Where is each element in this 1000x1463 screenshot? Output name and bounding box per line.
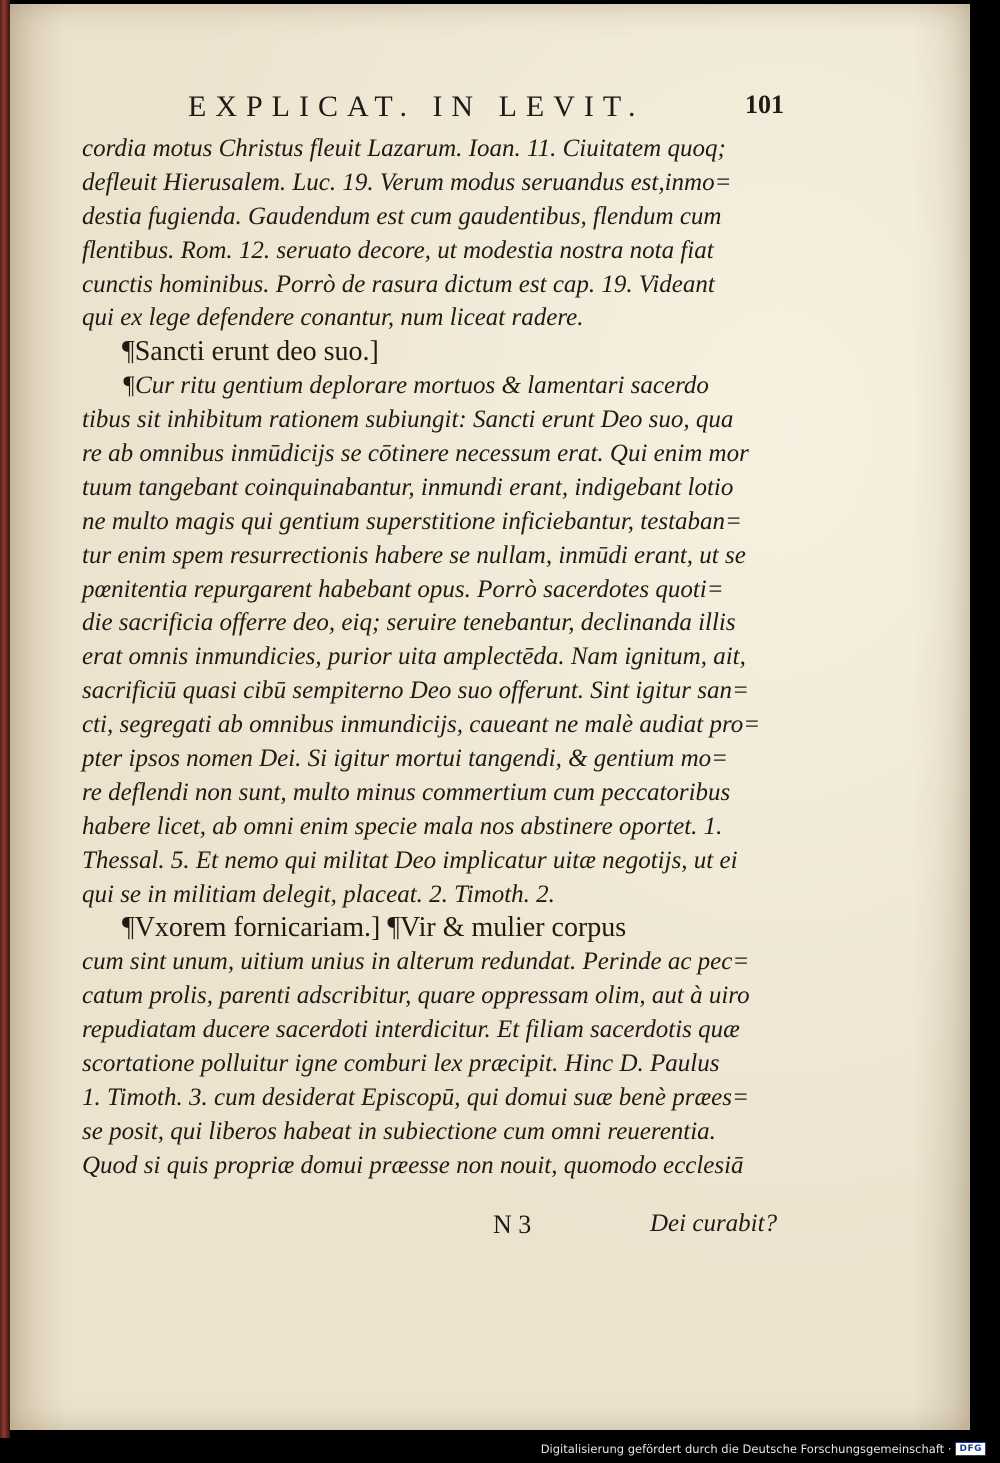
- text-line: cti, segregati ab omnibus inmundicijs, caueant ne malè audiat pro=: [82, 711, 761, 739]
- text-line: pter ipsos nomen Dei. Si igitur mortui tangendi, & gentium mo=: [82, 745, 729, 773]
- text-line: tibus sit inhibitum rationem subiungit: Sancti erunt Deo suo, qua: [82, 406, 734, 434]
- text-line: die sacrificia offerre deo, eiq; seruire tenebantur, declinanda illis: [82, 609, 736, 637]
- text-line: cunctis hominibus. Porrò de rasura dictum est cap. 19. Videant: [82, 270, 715, 298]
- text-line: se posit, qui liberos habeat in subiectione cum omni reuerentia.: [82, 1117, 716, 1145]
- text-line: cum sint unum, uitium unius in alterum redundat. Perinde ac pec=: [82, 948, 750, 976]
- text-line: tur enim spem resurrectionis habere se nullam, inmūdi erant, ut se: [82, 541, 746, 569]
- page-number: 101: [745, 90, 784, 119]
- book-page: [10, 4, 970, 1430]
- text-line: scortatione polluitur igne comburi lex præcipit. Hinc D. Paulus: [82, 1050, 720, 1078]
- catchword: Dei curabit?: [650, 1210, 778, 1237]
- text-line: tuum tangebant coinquinabantur, inmundi erant, indigebant lotio: [82, 473, 734, 501]
- text-line: qui se in militiam delegit, placeat. 2. Timoth. 2.: [82, 880, 555, 908]
- text-line: qui ex lege defendere conantur, num liceat radere.: [82, 304, 584, 332]
- text-line: ¶Cur ritu gentium deplorare mortuos & lamentari sacerdo: [122, 372, 709, 400]
- text-line: Quod si quis propriæ domui præesse non nouit, quomodo ecclesiā: [82, 1151, 744, 1179]
- text-line: cordia motus Christus fleuit Lazarum. Ioan. 11. Ciuitatem quoq;: [82, 135, 726, 162]
- text-line: catum prolis, parenti adscribitur, quare oppressam olim, aut à uiro: [82, 982, 750, 1010]
- funding-credit-text: Digitalisierung gefördert durch die Deutsche Forschungsgemeinschaft ·: [540, 1442, 952, 1456]
- dfg-logo-icon: DFG: [955, 1442, 986, 1456]
- text-line: defleuit Hierusalem. Luc. 19. Verum modus seruandus est,inmo=: [82, 168, 732, 196]
- text-line: destia fugienda. Gaudendum est cum gaudentibus, flendum cum: [82, 202, 722, 230]
- text-line: 1. Timoth. 3. cum desiderat Episcopū, qui domui suæ benè præes=: [82, 1083, 749, 1111]
- section-heading-line: ¶Sancti erunt deo suo.]: [122, 336, 379, 368]
- signature-mark: N 3: [493, 1210, 532, 1239]
- footer-bar: [0, 1438, 1000, 1463]
- text-line: ne multo magis qui gentium superstitione inficiebantur, testaban=: [82, 507, 742, 535]
- text-line: re ab omnibus inmūdicijs se cōtinere necessum erat. Qui enim mor: [82, 440, 749, 468]
- text-line: habere licet, ab omni enim specie mala nos abstinere oportet. 1.: [82, 812, 723, 840]
- funding-credit: [541, 1442, 986, 1456]
- text-line: erat omnis inmundicies, purior uita amplectēda. Nam ignitum, ait,: [82, 643, 746, 671]
- running-head: EXPLICAT. IN LEVIT.: [188, 90, 645, 123]
- text-line: pœnitentia repurgarent habebant opus. Porrò sacerdotes quoti=: [82, 575, 724, 603]
- text-line: flentibus. Rom. 12. seruato decore, ut modestia nostra nota fiat: [82, 236, 714, 264]
- section-heading-line: ¶Vxorem fornicariam.] ¶Vir & mulier corpus: [122, 912, 627, 944]
- text-line: Thessal. 5. Et nemo qui militat Deo implicatur uitæ negotijs, ut ei: [82, 846, 738, 874]
- text-line: re deflendi non sunt, multo minus commertium cum peccatoribus: [82, 778, 731, 806]
- text-line: sacrificiū quasi cibū sempiterno Deo suo offerunt. Sint igitur san=: [82, 677, 749, 705]
- text-line: repudiatam ducere sacerdoti interdicitur. Et filiam sacerdotis quæ: [82, 1016, 740, 1044]
- book-binding-edge: [0, 0, 10, 1438]
- text-block: [82, 132, 782, 1183]
